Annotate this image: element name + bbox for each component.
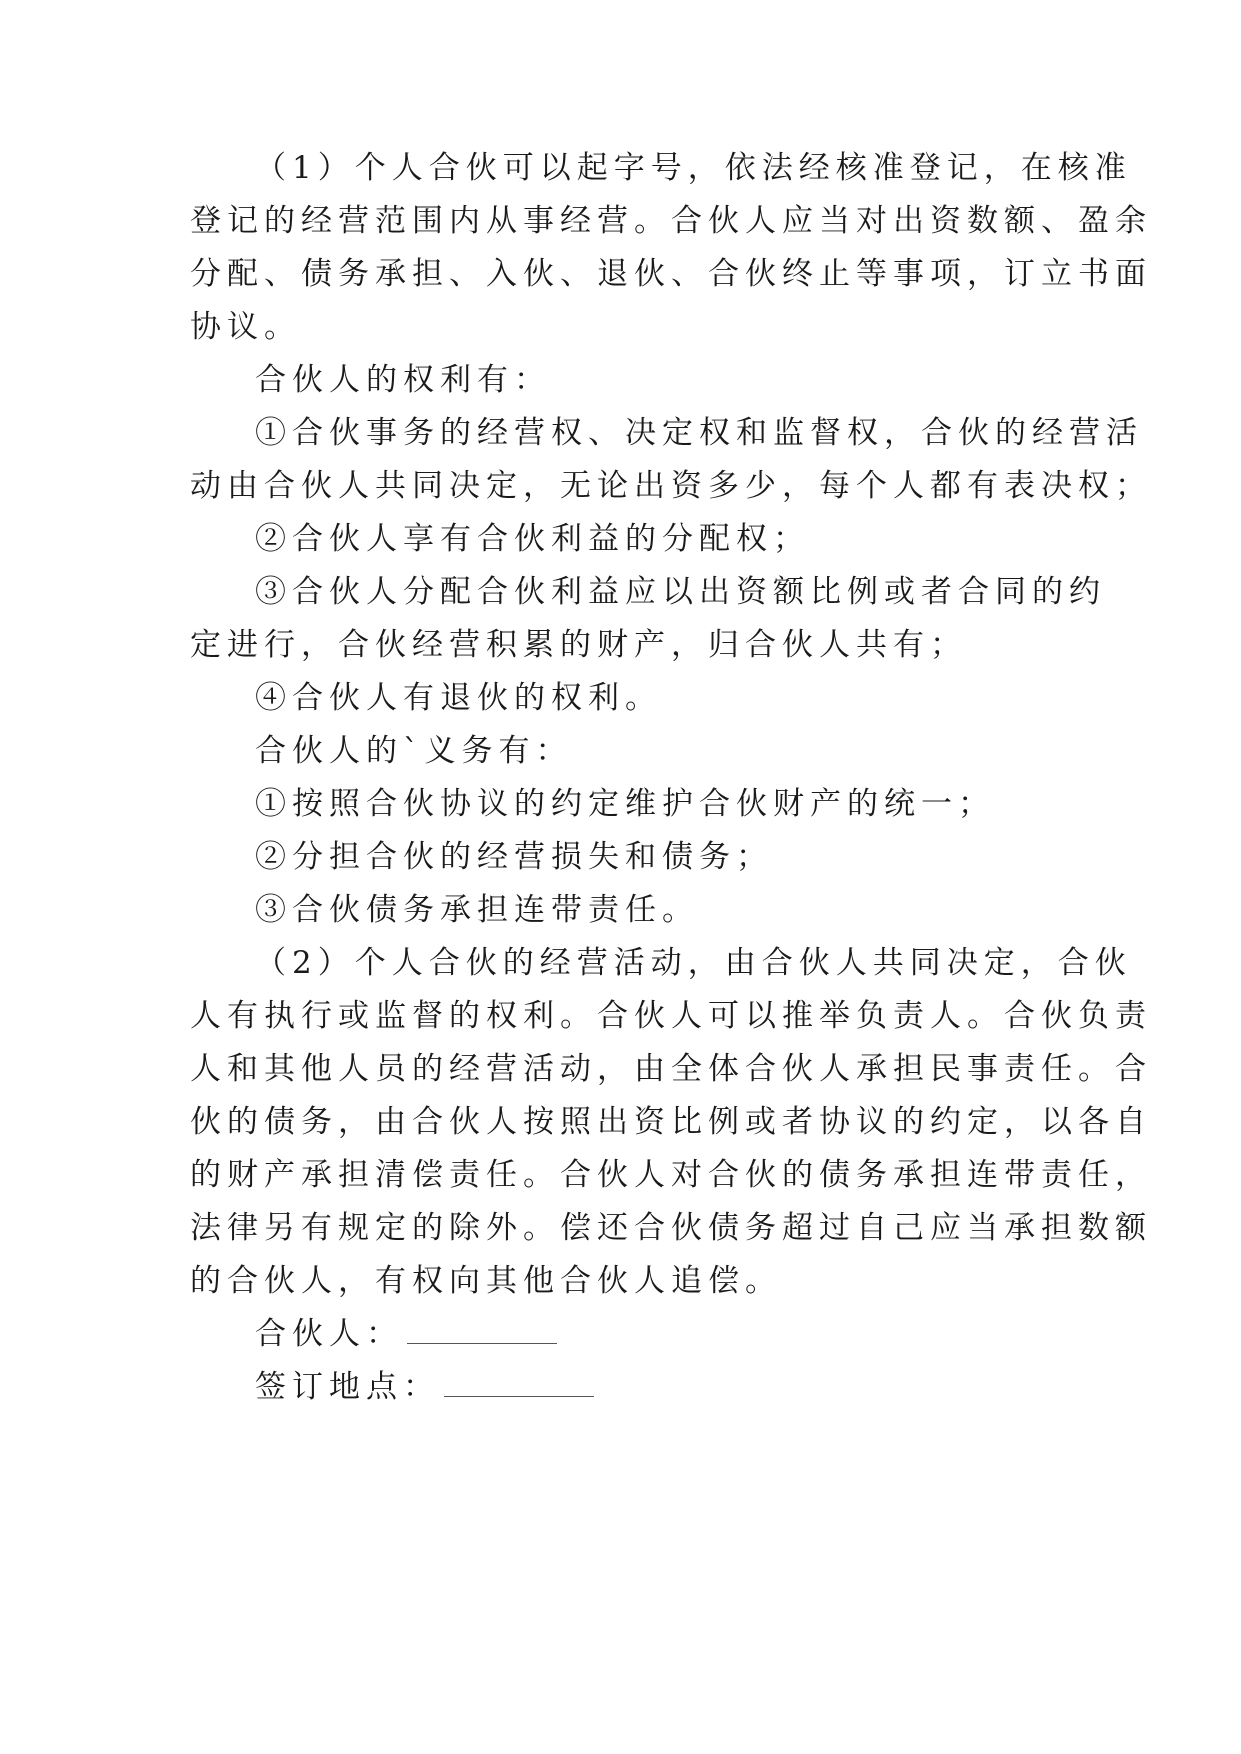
paragraph-2-line-4: 伙的债务，由合伙人按照出资比例或者协议的约定，以各自: [190, 1104, 1152, 1140]
paragraph-1-line-4: 协议。: [190, 309, 301, 345]
paragraph-2-line-6: 法律另有规定的除外。偿还合伙债务超过自己应当承担数额: [190, 1210, 1152, 1246]
paragraph-2-line-1: （2）个人合伙的经营活动，由合伙人共同决定，合伙: [255, 945, 1132, 981]
rights-heading: 合伙人的权利有：: [255, 362, 551, 398]
place-label: 签订地点：: [255, 1369, 440, 1405]
partner-label: 合伙人：: [255, 1316, 403, 1352]
partner-blank-field[interactable]: [407, 1317, 557, 1344]
duties-item-2: ②分担合伙的经营损失和债务；: [255, 839, 773, 875]
place-blank-field[interactable]: [444, 1370, 594, 1397]
rights-item-3-line-1: ③合伙人分配合伙利益应以出资额比例或者合同的约: [255, 574, 1106, 610]
paragraph-2-line-3: 人和其他人员的经营活动，由全体合伙人承担民事责任。合: [190, 1051, 1152, 1087]
rights-item-4: ④合伙人有退伙的权利。: [255, 680, 662, 716]
rights-item-1-line-2: 动由合伙人共同决定，无论出资多少，每个人都有表决权；: [190, 468, 1152, 504]
duties-item-1: ①按照合伙协议的约定维护合伙财产的统一；: [255, 786, 995, 822]
paragraph-2-line-5: 的财产承担清偿责任。合伙人对合伙的债务承担连带责任，: [190, 1157, 1152, 1193]
paragraph-1-line-2: 登记的经营范围内从事经营。合伙人应当对出资数额、盈余: [190, 203, 1152, 239]
place-signature-row: [255, 1367, 1135, 1407]
rights-item-3-line-2: 定进行，合伙经营积累的财产，归合伙人共有；: [190, 627, 967, 663]
duties-item-3: ③合伙债务承担连带责任。: [255, 892, 699, 928]
paragraph-1-line-3: 分配、债务承担、入伙、退伙、合伙终止等事项，订立书面: [190, 256, 1152, 292]
paragraph-2-line-7: 的合伙人，有权向其他合伙人追偿。: [190, 1263, 782, 1299]
partner-signature-row: [255, 1314, 1135, 1354]
paragraph-2-line-2: 人有执行或监督的权利。合伙人可以推举负责人。合伙负责: [190, 998, 1152, 1034]
rights-item-2: ②合伙人享有合伙利益的分配权；: [255, 521, 810, 557]
duties-heading: 合伙人的`义务有：: [255, 733, 573, 769]
rights-item-1-line-1: ①合伙事务的经营权、决定权和监督权，合伙的经营活: [255, 415, 1143, 451]
paragraph-1-line-1: （1）个人合伙可以起字号，依法经核准登记，在核准: [255, 150, 1132, 186]
